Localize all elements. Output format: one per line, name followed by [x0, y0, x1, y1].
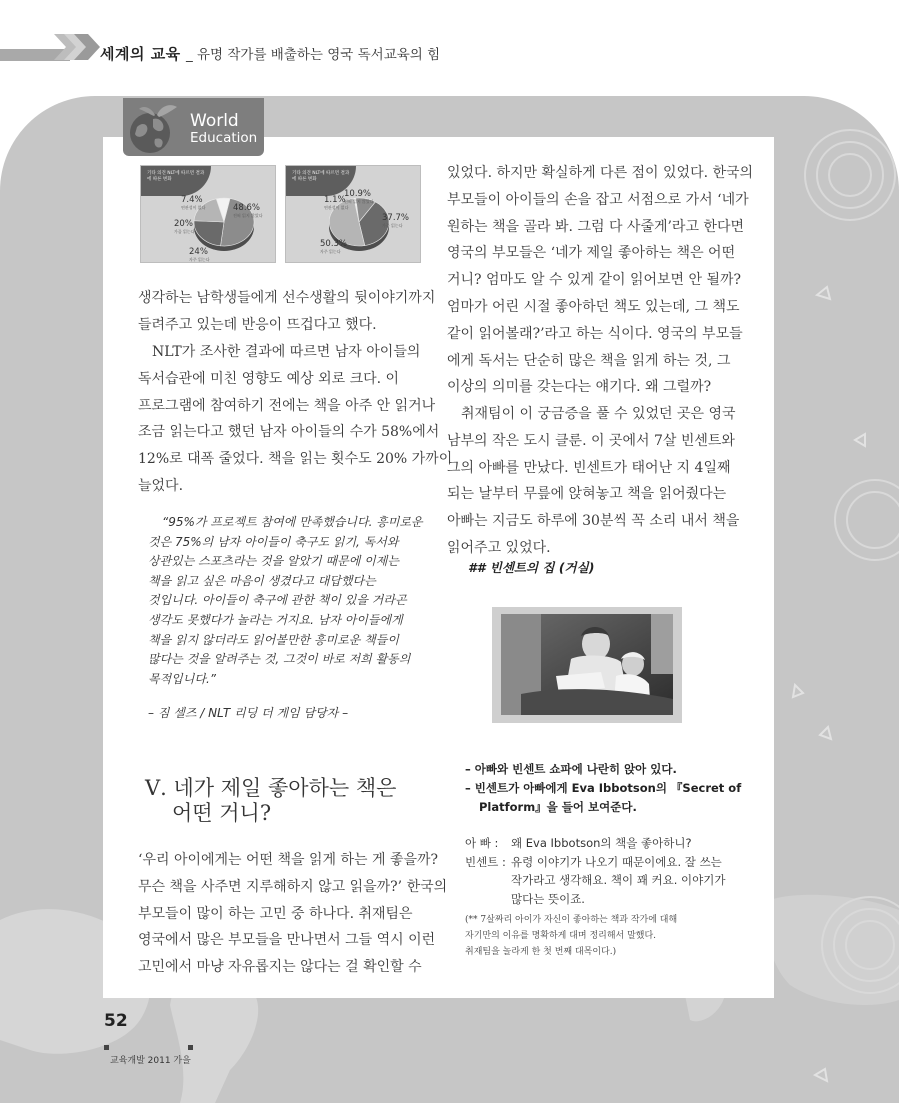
footer-square	[104, 1045, 109, 1050]
pie-chart-after	[285, 165, 421, 263]
dialog-row	[465, 853, 725, 872]
text-line: 프로그램에 참여하기 전에는 책을 아주 안 읽거나	[138, 397, 436, 414]
text-line: 독서습관에 미친 영향도 예상 외로 크다. 이	[138, 370, 400, 387]
text-line: 생각도 못했다가 놀라는 거지요. 남자 아이들에게	[148, 612, 403, 627]
page-number: 52	[104, 1011, 128, 1031]
text-line: 고민에서 마냥 자유롭지는 않다는 걸 확인할 수	[138, 959, 422, 976]
text-line: 엄마가 어린 시절 좋아하던 책도 있는데, 그 책도	[447, 298, 740, 315]
text-line: 책을 읽지 않더라도 읽어볼만한 흥미로운 책들이	[148, 632, 399, 647]
text-line: 상관있는 스포츠라는 것을 알았기 때문에 이제는	[148, 554, 399, 569]
text-line: 에게 독서는 단순히 많은 책을 읽게 하는 것, 그	[447, 352, 731, 369]
header-title-sub: _ 유명 작가를 배출하는 영국 독서교육의 힘	[185, 47, 441, 63]
text-line: 같이 읽어볼래?’라고 하는 식이다. 영국의 부모들	[447, 325, 743, 342]
text-line: 읽어주고 있었다.	[447, 539, 551, 556]
text-line: (** 7살짜리 아이가 자신이 좋아하는 책과 작가에 대해	[465, 915, 678, 925]
text-line: 이상의 의미를 갖는다는 얘기다. 왜 그럴까?	[447, 379, 712, 396]
text-line: 생각하는 남학생들에게 선수생활의 뒷이야기까지	[138, 290, 436, 306]
text-line: 취재팀을 놀라게 한 첫 번째 대목이다.)	[465, 947, 617, 957]
right-para-1	[447, 160, 754, 401]
text-line: NLT가 조사한 결과에 따르면 남자 아이들의	[152, 344, 421, 360]
left-para-3	[138, 847, 448, 981]
speaker-father: 아 빠 :	[465, 836, 499, 850]
father-son-reading-photo	[501, 614, 673, 715]
scene-notes	[465, 760, 741, 817]
text-line: 들려주고 있는데 반응이 뜨겁다고 했다.	[138, 316, 377, 333]
text-line: 자기만의 이유를 명확하게 대며 정리해서 말했다.	[465, 931, 657, 941]
section-heading	[145, 776, 396, 826]
text-line: 조금 읽는다고 했던 남자 아이들의 수가 58%에서	[138, 424, 440, 441]
chart-title: 기타 의견 NLT에 따르면 결과에 따른 변화	[292, 171, 350, 182]
dialog	[465, 834, 725, 908]
text-line: 무슨 책을 사주면 지루해하지 않고 읽을까?’ 한국의	[138, 878, 448, 895]
speaker-vincent: 빈센트 :	[465, 854, 506, 869]
text-line: ‘우리 아이에게는 어떤 책을 읽게 하는 게 좋을까?	[138, 852, 439, 868]
text-line: 원하는 책을 골라 봐. 그럼 다 사줄게’라고 한다면	[447, 218, 745, 235]
left-para-1	[138, 285, 436, 339]
text-line: 것은 75%의 남자 아이들이 축구도 읽기, 독서와	[148, 534, 399, 549]
text-line: 늘었다.	[138, 477, 184, 494]
footer-square	[188, 1045, 193, 1050]
text-line: 부모들이 아이들의 손을 잡고 서점으로 가서 ‘네가	[447, 191, 749, 208]
pie-label: 37.7% 가끔 읽는다	[382, 213, 410, 228]
text-line: 남부의 작은 도시 클룬. 이 곳에서 7살 빈센트와	[447, 432, 735, 449]
text-line: 12%로 대폭 줄었다. 책을 읽는 횟수도 20% 가까이	[138, 451, 453, 468]
header-title	[100, 43, 440, 64]
section-heading-line1: Ⅴ. 네가 제일 좋아하는 책은	[145, 776, 397, 800]
photo-heading: ## 빈센트의 집 (거실)	[468, 560, 595, 575]
footnote	[465, 912, 677, 960]
text-line: 영국에서 많은 부모들을 만나면서 그들 역시 이런	[138, 932, 436, 949]
text-line: “95%가 프로젝트 참여에 만족했습니다. 흥미로운	[162, 515, 423, 529]
text-line: 그의 아빠를 만났다. 빈센트가 태어난 지 4일째	[447, 459, 731, 476]
chevron-arrows-icon	[54, 30, 104, 64]
text-line: 취재팀이 이 궁금증을 풀 수 있었던 곳은 영국	[461, 406, 736, 422]
tab-title-education: Education	[190, 130, 258, 146]
text-line: 있었다. 하지만 확실하게 다른 점이 있었다. 한국의	[447, 165, 754, 181]
tab-title-world: World	[190, 111, 239, 131]
pie-label: 20% 가끔 읽는다	[174, 219, 195, 234]
decorative-circles	[775, 110, 899, 1100]
text-line: – 빈센트가 아빠에게 Eva Ibbotson의 『Secret of	[465, 781, 742, 795]
pie-label: 24% 자주 읽는다	[189, 247, 210, 262]
publication-name: 교육개발 2011 가을	[110, 1056, 191, 1066]
text-line: 많다는 것을 알려주는 것, 그것이 바로 저희 활동의	[148, 652, 411, 667]
text-line: 부모들이 많이 하는 고민 중 하나다. 취재팀은	[138, 905, 413, 922]
globe-icon	[125, 101, 183, 156]
text-line: 목적입니다.”	[148, 671, 216, 686]
pie-label: 50.3% 자주 읽는다	[320, 239, 348, 254]
text-line: 것입니다. 아이들이 축구에 관한 책이 있을 거라곤	[148, 593, 407, 608]
pie-label: 1.1% 연관성이 없다	[324, 195, 349, 210]
header-title-main: 세계의 교육	[100, 45, 181, 63]
pie-label: 7.4% 연관성이 없다	[181, 195, 206, 210]
quote-source: – 짐 셀즈 / NLT 리딩 더 게임 담당자 –	[148, 706, 349, 720]
dialog-line: 왜 Eva Ibbotson의 책을 좋아하니?	[511, 836, 692, 850]
dialog-row	[465, 834, 725, 853]
section-heading-line2: 어떤 거니?	[172, 801, 272, 825]
dialog-line: 작가라고 생각해요. 책이 꽤 커요. 이야기가	[511, 873, 726, 887]
text-line: 아빠는 지금도 하루에 30분씩 꼭 소리 내서 책을	[447, 513, 740, 530]
dialog-line: 유령 이야기가 나오기 때문이에요. 잘 쓰는	[511, 854, 722, 869]
pie-chart-before	[140, 165, 276, 263]
interview-quote	[148, 513, 423, 689]
right-para-2	[447, 401, 740, 562]
text-line: Platform』을 들어 보여준다.	[479, 800, 637, 814]
text-line: 책을 읽고 싶은 마음이 생겼다고 대답했다는	[148, 573, 376, 588]
text-line: 영국의 부모들은 ‘네가 제일 좋아하는 책은 어떤	[447, 245, 736, 262]
text-line: 되는 날부터 무릎에 앉혀놓고 책을 읽어줬다는	[447, 486, 727, 503]
text-line: – 아빠와 빈센트 쇼파에 나란히 앉아 있다.	[465, 762, 677, 776]
dialog-line: 많다는 뜻이죠.	[511, 891, 585, 906]
pie-slice	[194, 221, 224, 246]
text-line: 거니? 엄마도 알 수 있게 같이 읽어보면 안 될까?	[447, 272, 742, 289]
pie-label: 10.9% 전혀 읽지 않았다	[344, 189, 374, 204]
left-para-2	[138, 339, 453, 500]
chart-title: 기타 의견 NLT에 따르면 결과에 따른 변화	[147, 171, 205, 182]
pie-label: 48.6% 전혀 읽지 않았다	[233, 203, 263, 218]
